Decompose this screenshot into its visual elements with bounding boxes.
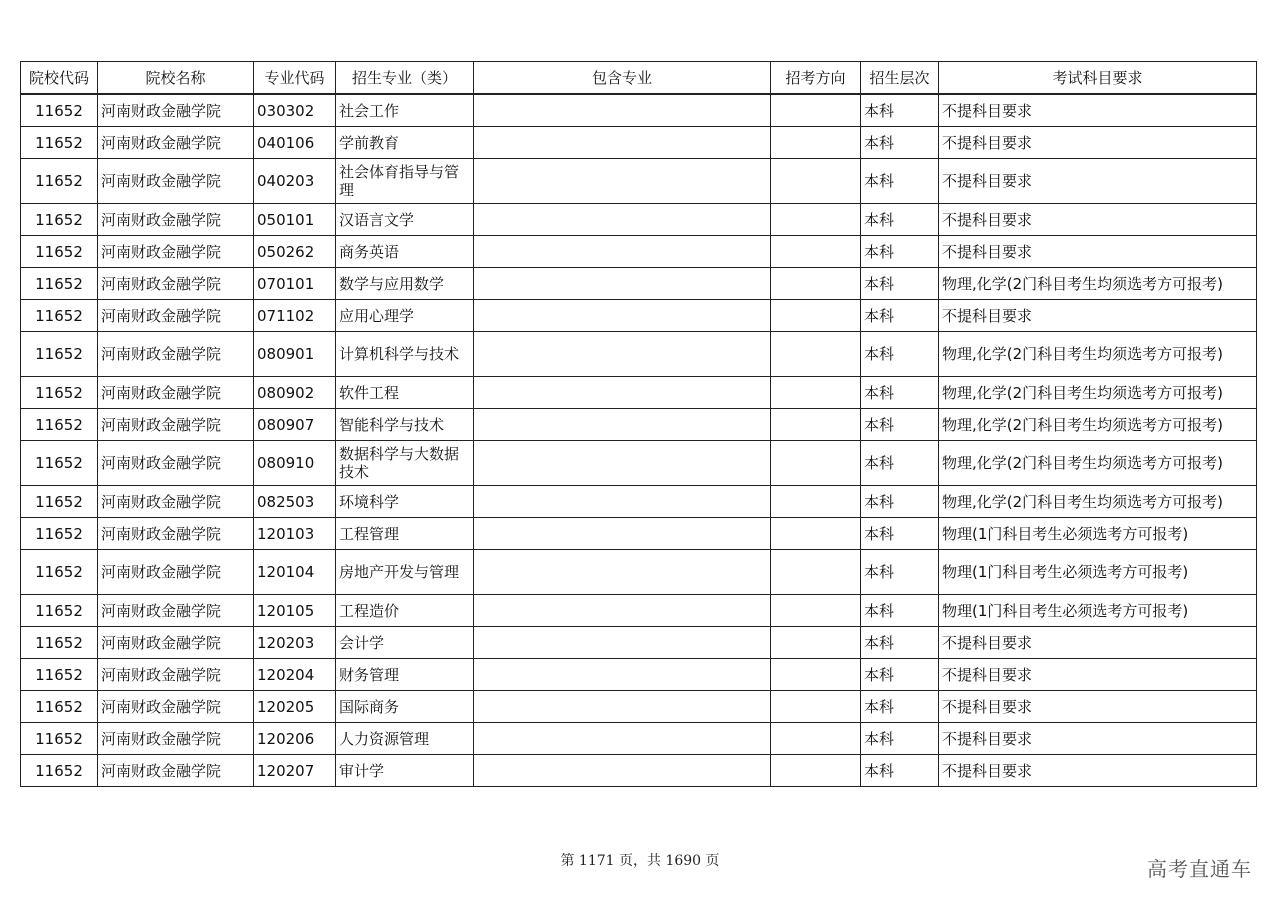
cell-includes	[474, 409, 771, 441]
table-row	[21, 127, 1257, 159]
cell-major-code: 040203	[254, 159, 336, 204]
cell-includes	[474, 691, 771, 723]
cell-includes	[474, 723, 771, 755]
cell-major-code: 120207	[254, 755, 336, 787]
cell-requirement: 不提科目要求	[939, 627, 1257, 659]
cell-requirement: 不提科目要求	[939, 236, 1257, 268]
cell-level: 本科	[861, 659, 939, 691]
cell-requirement: 不提科目要求	[939, 127, 1257, 159]
cell-major: 环境科学	[336, 486, 474, 518]
cell-major-code: 030302	[254, 94, 336, 127]
cell-includes	[474, 595, 771, 627]
cell-major-code: 080902	[254, 377, 336, 409]
cell-requirement: 不提科目要求	[939, 659, 1257, 691]
table-row	[21, 377, 1257, 409]
cell-major-code: 080901	[254, 332, 336, 377]
cell-school-code: 11652	[21, 268, 98, 300]
cell-major-code: 040106	[254, 127, 336, 159]
cell-requirement: 不提科目要求	[939, 300, 1257, 332]
cell-major: 应用心理学	[336, 300, 474, 332]
cell-school-code: 11652	[21, 236, 98, 268]
table-row	[21, 268, 1257, 300]
cell-includes	[474, 159, 771, 204]
cell-includes	[474, 377, 771, 409]
cell-major: 审计学	[336, 755, 474, 787]
cell-level: 本科	[861, 300, 939, 332]
cell-major: 国际商务	[336, 691, 474, 723]
cell-school-code: 11652	[21, 659, 98, 691]
cell-direction	[771, 268, 861, 300]
cell-major-code: 080907	[254, 409, 336, 441]
cell-includes	[474, 268, 771, 300]
table-row	[21, 94, 1257, 127]
table-row	[21, 595, 1257, 627]
cell-school-name: 河南财政金融学院	[98, 659, 254, 691]
cell-direction	[771, 691, 861, 723]
cell-major-code: 050262	[254, 236, 336, 268]
header-school-name: 院校名称	[98, 62, 254, 95]
cell-direction	[771, 627, 861, 659]
cell-school-name: 河南财政金融学院	[98, 691, 254, 723]
cell-requirement: 不提科目要求	[939, 94, 1257, 127]
cell-major-code: 120104	[254, 550, 336, 595]
cell-includes	[474, 300, 771, 332]
cell-school-name: 河南财政金融学院	[98, 486, 254, 518]
cell-level: 本科	[861, 550, 939, 595]
table-row	[21, 518, 1257, 550]
header-direction: 招考方向	[771, 62, 861, 95]
cell-school-name: 河南财政金融学院	[98, 159, 254, 204]
cell-level: 本科	[861, 441, 939, 486]
cell-includes	[474, 550, 771, 595]
cell-major-code: 120205	[254, 691, 336, 723]
cell-major: 汉语言文学	[336, 204, 474, 236]
cell-level: 本科	[861, 377, 939, 409]
cell-school-name: 河南财政金融学院	[98, 441, 254, 486]
cell-major: 数学与应用数学	[336, 268, 474, 300]
header-school-code: 院校代码	[21, 62, 98, 95]
admissions-table	[20, 61, 1257, 787]
cell-school-code: 11652	[21, 550, 98, 595]
cell-level: 本科	[861, 236, 939, 268]
header-level: 招生层次	[861, 62, 939, 95]
cell-direction	[771, 518, 861, 550]
cell-requirement: 物理(1门科目考生必须选考方可报考)	[939, 550, 1257, 595]
cell-school-code: 11652	[21, 159, 98, 204]
cell-level: 本科	[861, 518, 939, 550]
cell-school-name: 河南财政金融学院	[98, 332, 254, 377]
table-row	[21, 550, 1257, 595]
cell-school-name: 河南财政金融学院	[98, 595, 254, 627]
cell-includes	[474, 486, 771, 518]
cell-school-code: 11652	[21, 332, 98, 377]
cell-school-name: 河南财政金融学院	[98, 204, 254, 236]
cell-direction	[771, 441, 861, 486]
cell-requirement: 不提科目要求	[939, 755, 1257, 787]
cell-includes	[474, 627, 771, 659]
header-requirement: 考试科目要求	[939, 62, 1257, 95]
cell-major: 人力资源管理	[336, 723, 474, 755]
cell-school-code: 11652	[21, 441, 98, 486]
cell-level: 本科	[861, 691, 939, 723]
cell-school-code: 11652	[21, 204, 98, 236]
cell-level: 本科	[861, 627, 939, 659]
cell-major-code: 071102	[254, 300, 336, 332]
cell-level: 本科	[861, 332, 939, 377]
cell-major: 商务英语	[336, 236, 474, 268]
cell-school-code: 11652	[21, 627, 98, 659]
cell-requirement: 物理,化学(2门科目考生均须选考方可报考)	[939, 409, 1257, 441]
cell-direction	[771, 204, 861, 236]
cell-major: 社会工作	[336, 94, 474, 127]
table-row	[21, 332, 1257, 377]
cell-school-code: 11652	[21, 755, 98, 787]
cell-major-code: 120206	[254, 723, 336, 755]
cell-direction	[771, 595, 861, 627]
cell-direction	[771, 127, 861, 159]
cell-major: 软件工程	[336, 377, 474, 409]
cell-includes	[474, 755, 771, 787]
cell-direction	[771, 300, 861, 332]
cell-includes	[474, 659, 771, 691]
cell-direction	[771, 486, 861, 518]
table-row	[21, 300, 1257, 332]
cell-school-code: 11652	[21, 518, 98, 550]
cell-school-name: 河南财政金融学院	[98, 268, 254, 300]
cell-school-name: 河南财政金融学院	[98, 300, 254, 332]
cell-requirement: 物理(1门科目考生必须选考方可报考)	[939, 518, 1257, 550]
table-row	[21, 441, 1257, 486]
cell-major-code: 082503	[254, 486, 336, 518]
header-major-code: 专业代码	[254, 62, 336, 95]
cell-school-name: 河南财政金融学院	[98, 518, 254, 550]
cell-school-code: 11652	[21, 723, 98, 755]
cell-requirement: 物理,化学(2门科目考生均须选考方可报考)	[939, 441, 1257, 486]
cell-direction	[771, 723, 861, 755]
cell-requirement: 物理(1门科目考生必须选考方可报考)	[939, 595, 1257, 627]
cell-school-code: 11652	[21, 300, 98, 332]
cell-level: 本科	[861, 595, 939, 627]
watermark-text: 高考直通车	[1147, 857, 1252, 881]
cell-direction	[771, 550, 861, 595]
cell-major: 社会体育指导与管理	[336, 159, 474, 204]
cell-school-name: 河南财政金融学院	[98, 409, 254, 441]
cell-requirement: 物理,化学(2门科目考生均须选考方可报考)	[939, 268, 1257, 300]
table-row	[21, 755, 1257, 787]
cell-direction	[771, 94, 861, 127]
cell-requirement: 物理,化学(2门科目考生均须选考方可报考)	[939, 377, 1257, 409]
cell-school-code: 11652	[21, 486, 98, 518]
table-row	[21, 723, 1257, 755]
cell-school-name: 河南财政金融学院	[98, 755, 254, 787]
cell-school-name: 河南财政金融学院	[98, 627, 254, 659]
cell-school-code: 11652	[21, 127, 98, 159]
cell-level: 本科	[861, 159, 939, 204]
cell-major: 数据科学与大数据技术	[336, 441, 474, 486]
cell-requirement: 不提科目要求	[939, 204, 1257, 236]
cell-major: 工程管理	[336, 518, 474, 550]
cell-level: 本科	[861, 94, 939, 127]
cell-major-code: 080910	[254, 441, 336, 486]
cell-major: 计算机科学与技术	[336, 332, 474, 377]
cell-school-name: 河南财政金融学院	[98, 377, 254, 409]
table-row	[21, 159, 1257, 204]
cell-school-name: 河南财政金融学院	[98, 94, 254, 127]
cell-level: 本科	[861, 755, 939, 787]
cell-direction	[771, 332, 861, 377]
cell-major-code: 120203	[254, 627, 336, 659]
cell-direction	[771, 159, 861, 204]
table-row	[21, 204, 1257, 236]
cell-level: 本科	[861, 127, 939, 159]
cell-school-code: 11652	[21, 691, 98, 723]
table-body	[21, 94, 1257, 787]
cell-direction	[771, 409, 861, 441]
header-row	[21, 62, 1257, 95]
cell-level: 本科	[861, 409, 939, 441]
cell-major: 学前教育	[336, 127, 474, 159]
cell-includes	[474, 518, 771, 550]
cell-direction	[771, 755, 861, 787]
cell-level: 本科	[861, 204, 939, 236]
cell-major: 工程造价	[336, 595, 474, 627]
table-row	[21, 627, 1257, 659]
cell-requirement: 物理,化学(2门科目考生均须选考方可报考)	[939, 332, 1257, 377]
cell-major: 会计学	[336, 627, 474, 659]
page-number: 第 1171 页，共 1690 页	[560, 853, 720, 869]
cell-direction	[771, 236, 861, 268]
cell-includes	[474, 236, 771, 268]
table-row	[21, 691, 1257, 723]
header-major: 招生专业（类）	[336, 62, 474, 95]
cell-major: 财务管理	[336, 659, 474, 691]
cell-school-code: 11652	[21, 94, 98, 127]
cell-includes	[474, 441, 771, 486]
cell-school-name: 河南财政金融学院	[98, 127, 254, 159]
cell-school-code: 11652	[21, 409, 98, 441]
cell-school-code: 11652	[21, 377, 98, 409]
cell-requirement: 不提科目要求	[939, 159, 1257, 204]
cell-major: 智能科学与技术	[336, 409, 474, 441]
cell-major-code: 120204	[254, 659, 336, 691]
cell-major-code: 120105	[254, 595, 336, 627]
cell-includes	[474, 127, 771, 159]
cell-school-name: 河南财政金融学院	[98, 236, 254, 268]
cell-major: 房地产开发与管理	[336, 550, 474, 595]
cell-includes	[474, 94, 771, 127]
cell-major-code: 070101	[254, 268, 336, 300]
cell-includes	[474, 204, 771, 236]
cell-requirement: 物理,化学(2门科目考生均须选考方可报考)	[939, 486, 1257, 518]
cell-requirement: 不提科目要求	[939, 723, 1257, 755]
cell-school-code: 11652	[21, 595, 98, 627]
cell-major-code: 120103	[254, 518, 336, 550]
cell-level: 本科	[861, 486, 939, 518]
cell-direction	[771, 659, 861, 691]
cell-major-code: 050101	[254, 204, 336, 236]
header-includes: 包含专业	[474, 62, 771, 95]
cell-requirement: 不提科目要求	[939, 691, 1257, 723]
cell-school-name: 河南财政金融学院	[98, 550, 254, 595]
cell-direction	[771, 377, 861, 409]
cell-includes	[474, 332, 771, 377]
cell-level: 本科	[861, 268, 939, 300]
cell-school-name: 河南财政金融学院	[98, 723, 254, 755]
cell-level: 本科	[861, 723, 939, 755]
table-row	[21, 236, 1257, 268]
table-row	[21, 409, 1257, 441]
table-row	[21, 486, 1257, 518]
table-row	[21, 659, 1257, 691]
